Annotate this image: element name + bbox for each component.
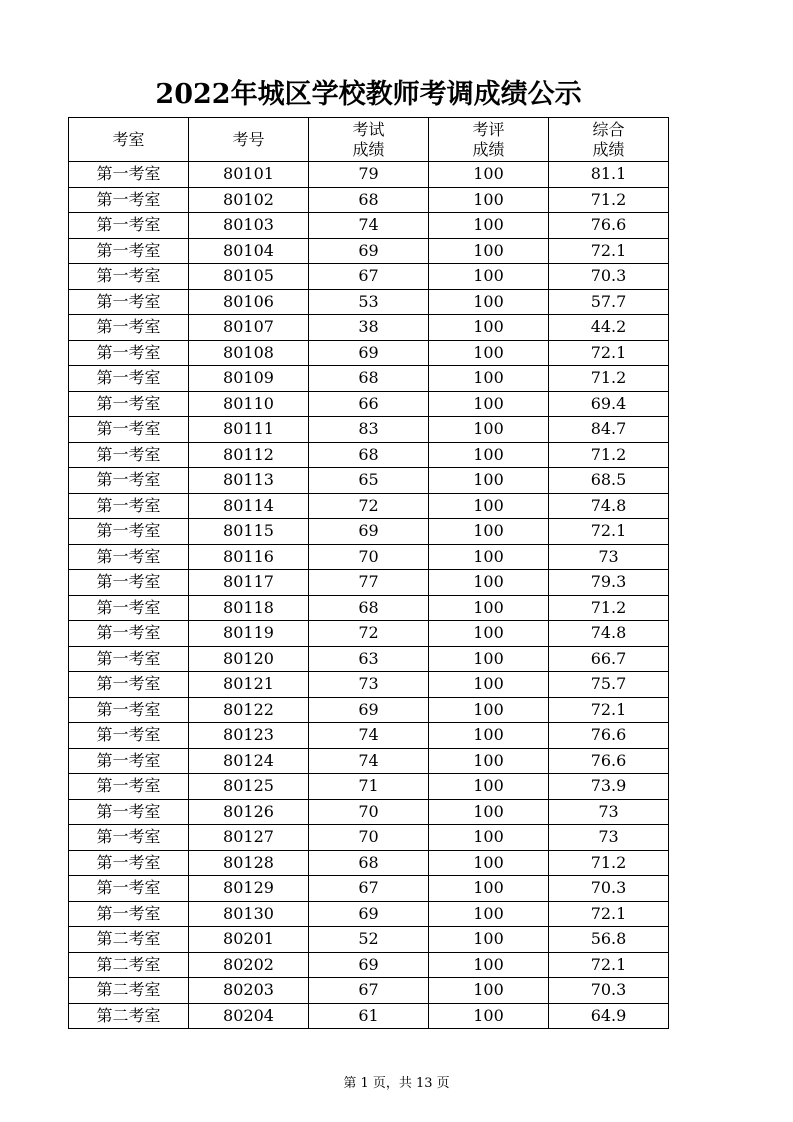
cell-eval-score: 100	[429, 442, 549, 468]
cell-exam-score: 67	[309, 876, 429, 902]
cell-room: 第一考室	[69, 723, 189, 749]
table-row	[69, 825, 669, 851]
cell-room: 第一考室	[69, 213, 189, 239]
table-row	[69, 774, 669, 800]
cell-room: 第一考室	[69, 391, 189, 417]
cell-room: 第一考室	[69, 187, 189, 213]
cell-exam-score: 53	[309, 289, 429, 315]
cell-eval-score: 100	[429, 927, 549, 953]
cell-total-score: 44.2	[549, 315, 669, 341]
cell-room: 第一考室	[69, 519, 189, 545]
cell-number: 80128	[189, 850, 309, 876]
cell-exam-score: 70	[309, 544, 429, 570]
cell-exam-score: 72	[309, 493, 429, 519]
header-row	[69, 118, 669, 162]
cell-eval-score: 100	[429, 748, 549, 774]
cell-total-score: 73	[549, 825, 669, 851]
table-row	[69, 850, 669, 876]
cell-total-score: 72.1	[549, 238, 669, 264]
cell-number: 80106	[189, 289, 309, 315]
cell-eval-score: 100	[429, 825, 549, 851]
cell-room: 第一考室	[69, 595, 189, 621]
cell-room: 第一考室	[69, 264, 189, 290]
cell-eval-score: 100	[429, 493, 549, 519]
cell-room: 第一考室	[69, 417, 189, 443]
cell-exam-score: 77	[309, 570, 429, 596]
cell-exam-score: 69	[309, 901, 429, 927]
cell-total-score: 79.3	[549, 570, 669, 596]
cell-exam-score: 67	[309, 264, 429, 290]
cell-total-score: 71.2	[549, 850, 669, 876]
cell-number: 80108	[189, 340, 309, 366]
table-row	[69, 748, 669, 774]
table-row	[69, 162, 669, 188]
cell-room: 第一考室	[69, 697, 189, 723]
table-row	[69, 187, 669, 213]
cell-total-score: 72.1	[549, 697, 669, 723]
table-row	[69, 315, 669, 341]
cell-number: 80124	[189, 748, 309, 774]
cell-exam-score: 74	[309, 748, 429, 774]
cell-exam-score: 65	[309, 468, 429, 494]
cell-room: 第一考室	[69, 748, 189, 774]
cell-total-score: 76.6	[549, 723, 669, 749]
cell-eval-score: 100	[429, 238, 549, 264]
table-row	[69, 544, 669, 570]
cell-total-score: 57.7	[549, 289, 669, 315]
cell-exam-score: 71	[309, 774, 429, 800]
cell-room: 第一考室	[69, 468, 189, 494]
cell-eval-score: 100	[429, 468, 549, 494]
cell-exam-score: 79	[309, 162, 429, 188]
table-row	[69, 468, 669, 494]
cell-eval-score: 100	[429, 876, 549, 902]
cell-exam-score: 69	[309, 238, 429, 264]
cell-room: 第一考室	[69, 901, 189, 927]
header-room: 考室	[69, 118, 189, 162]
cell-total-score: 71.2	[549, 187, 669, 213]
cell-room: 第一考室	[69, 774, 189, 800]
cell-total-score: 70.3	[549, 876, 669, 902]
table-row	[69, 978, 669, 1004]
cell-exam-score: 74	[309, 213, 429, 239]
page-footer: 第 1 页，共 13 页	[343, 1076, 450, 1091]
cell-exam-score: 61	[309, 1003, 429, 1029]
cell-exam-score: 68	[309, 595, 429, 621]
cell-number: 80125	[189, 774, 309, 800]
table-row	[69, 927, 669, 953]
table-row	[69, 1003, 669, 1029]
cell-room: 第二考室	[69, 952, 189, 978]
cell-total-score: 84.7	[549, 417, 669, 443]
table-row	[69, 340, 669, 366]
cell-eval-score: 100	[429, 774, 549, 800]
cell-number: 80121	[189, 672, 309, 698]
cell-total-score: 56.8	[549, 927, 669, 953]
cell-room: 第一考室	[69, 366, 189, 392]
cell-room: 第一考室	[69, 544, 189, 570]
cell-room: 第一考室	[69, 162, 189, 188]
cell-eval-score: 100	[429, 952, 549, 978]
table-row	[69, 952, 669, 978]
table-row	[69, 697, 669, 723]
cell-number: 80115	[189, 519, 309, 545]
cell-eval-score: 100	[429, 850, 549, 876]
cell-exam-score: 74	[309, 723, 429, 749]
cell-number: 80120	[189, 646, 309, 672]
cell-number: 80201	[189, 927, 309, 953]
header-exam-score: 考试 成绩	[309, 118, 429, 162]
cell-eval-score: 100	[429, 391, 549, 417]
cell-number: 80116	[189, 544, 309, 570]
cell-room: 第一考室	[69, 876, 189, 902]
cell-exam-score: 52	[309, 927, 429, 953]
cell-number: 80117	[189, 570, 309, 596]
cell-number: 80101	[189, 162, 309, 188]
cell-total-score: 70.3	[549, 978, 669, 1004]
cell-eval-score: 100	[429, 1003, 549, 1029]
cell-number: 80202	[189, 952, 309, 978]
table-row	[69, 442, 669, 468]
cell-exam-score: 73	[309, 672, 429, 698]
cell-number: 80122	[189, 697, 309, 723]
cell-total-score: 70.3	[549, 264, 669, 290]
cell-number: 80126	[189, 799, 309, 825]
cell-number: 80204	[189, 1003, 309, 1029]
cell-eval-score: 100	[429, 340, 549, 366]
cell-number: 80111	[189, 417, 309, 443]
table-row	[69, 264, 669, 290]
cell-total-score: 74.8	[549, 493, 669, 519]
cell-total-score: 73	[549, 799, 669, 825]
cell-number: 80123	[189, 723, 309, 749]
table-row	[69, 672, 669, 698]
cell-total-score: 72.1	[549, 519, 669, 545]
cell-exam-score: 83	[309, 417, 429, 443]
table-row	[69, 213, 669, 239]
cell-eval-score: 100	[429, 723, 549, 749]
header-eval-score: 考评 成绩	[429, 118, 549, 162]
cell-room: 第一考室	[69, 672, 189, 698]
table-row	[69, 621, 669, 647]
cell-number: 80105	[189, 264, 309, 290]
table-row	[69, 876, 669, 902]
header-total-score: 综合 成绩	[549, 118, 669, 162]
cell-total-score: 76.6	[549, 213, 669, 239]
cell-exam-score: 68	[309, 850, 429, 876]
cell-eval-score: 100	[429, 162, 549, 188]
cell-total-score: 72.1	[549, 340, 669, 366]
cell-eval-score: 100	[429, 570, 549, 596]
table-body	[69, 162, 669, 1029]
table-row	[69, 417, 669, 443]
cell-room: 第一考室	[69, 621, 189, 647]
cell-number: 80130	[189, 901, 309, 927]
cell-eval-score: 100	[429, 544, 549, 570]
table-row	[69, 723, 669, 749]
table-row	[69, 391, 669, 417]
cell-eval-score: 100	[429, 646, 549, 672]
cell-total-score: 71.2	[549, 595, 669, 621]
cell-exam-score: 70	[309, 799, 429, 825]
cell-total-score: 71.2	[549, 442, 669, 468]
cell-room: 第一考室	[69, 238, 189, 264]
cell-total-score: 73.9	[549, 774, 669, 800]
cell-room: 第一考室	[69, 825, 189, 851]
cell-number: 80103	[189, 213, 309, 239]
cell-eval-score: 100	[429, 901, 549, 927]
cell-exam-score: 72	[309, 621, 429, 647]
cell-room: 第一考室	[69, 289, 189, 315]
cell-total-score: 72.1	[549, 952, 669, 978]
cell-exam-score: 63	[309, 646, 429, 672]
cell-total-score: 66.7	[549, 646, 669, 672]
cell-total-score: 71.2	[549, 366, 669, 392]
cell-number: 80129	[189, 876, 309, 902]
cell-total-score: 76.6	[549, 748, 669, 774]
cell-eval-score: 100	[429, 799, 549, 825]
cell-total-score: 69.4	[549, 391, 669, 417]
cell-exam-score: 66	[309, 391, 429, 417]
cell-room: 第一考室	[69, 340, 189, 366]
cell-eval-score: 100	[429, 213, 549, 239]
cell-exam-score: 68	[309, 187, 429, 213]
cell-room: 第一考室	[69, 442, 189, 468]
cell-eval-score: 100	[429, 187, 549, 213]
cell-number: 80114	[189, 493, 309, 519]
score-table	[68, 117, 669, 1029]
table-row	[69, 901, 669, 927]
cell-number: 80110	[189, 391, 309, 417]
cell-exam-score: 69	[309, 519, 429, 545]
cell-exam-score: 38	[309, 315, 429, 341]
cell-total-score: 75.7	[549, 672, 669, 698]
cell-room: 第二考室	[69, 927, 189, 953]
header-number: 考号	[189, 118, 309, 162]
cell-exam-score: 69	[309, 697, 429, 723]
cell-total-score: 68.5	[549, 468, 669, 494]
cell-room: 第二考室	[69, 978, 189, 1004]
cell-number: 80113	[189, 468, 309, 494]
table-row	[69, 238, 669, 264]
cell-total-score: 72.1	[549, 901, 669, 927]
cell-number: 80107	[189, 315, 309, 341]
table-row	[69, 519, 669, 545]
cell-room: 第一考室	[69, 799, 189, 825]
table-row	[69, 570, 669, 596]
cell-eval-score: 100	[429, 417, 549, 443]
cell-total-score: 64.9	[549, 1003, 669, 1029]
cell-room: 第一考室	[69, 850, 189, 876]
cell-room: 第一考室	[69, 315, 189, 341]
cell-eval-score: 100	[429, 289, 549, 315]
cell-number: 80118	[189, 595, 309, 621]
cell-exam-score: 68	[309, 442, 429, 468]
cell-room: 第二考室	[69, 1003, 189, 1029]
cell-room: 第一考室	[69, 646, 189, 672]
cell-number: 80119	[189, 621, 309, 647]
cell-eval-score: 100	[429, 621, 549, 647]
table-row	[69, 595, 669, 621]
cell-number: 80102	[189, 187, 309, 213]
table-row	[69, 799, 669, 825]
cell-eval-score: 100	[429, 697, 549, 723]
cell-eval-score: 100	[429, 672, 549, 698]
table-row	[69, 366, 669, 392]
table-row	[69, 493, 669, 519]
cell-exam-score: 68	[309, 366, 429, 392]
cell-number: 80127	[189, 825, 309, 851]
cell-exam-score: 69	[309, 952, 429, 978]
cell-number: 80112	[189, 442, 309, 468]
cell-room: 第一考室	[69, 493, 189, 519]
cell-eval-score: 100	[429, 264, 549, 290]
cell-exam-score: 70	[309, 825, 429, 851]
cell-eval-score: 100	[429, 366, 549, 392]
cell-total-score: 74.8	[549, 621, 669, 647]
cell-exam-score: 69	[309, 340, 429, 366]
table-row	[69, 289, 669, 315]
cell-eval-score: 100	[429, 315, 549, 341]
table-row	[69, 646, 669, 672]
cell-eval-score: 100	[429, 595, 549, 621]
cell-number: 80203	[189, 978, 309, 1004]
table-header	[69, 118, 669, 162]
cell-number: 80109	[189, 366, 309, 392]
cell-number: 80104	[189, 238, 309, 264]
cell-total-score: 81.1	[549, 162, 669, 188]
cell-eval-score: 100	[429, 519, 549, 545]
cell-total-score: 73	[549, 544, 669, 570]
cell-eval-score: 100	[429, 978, 549, 1004]
page-title: 2022年城区学校教师考调成绩公示	[155, 79, 582, 110]
cell-room: 第一考室	[69, 570, 189, 596]
cell-exam-score: 67	[309, 978, 429, 1004]
